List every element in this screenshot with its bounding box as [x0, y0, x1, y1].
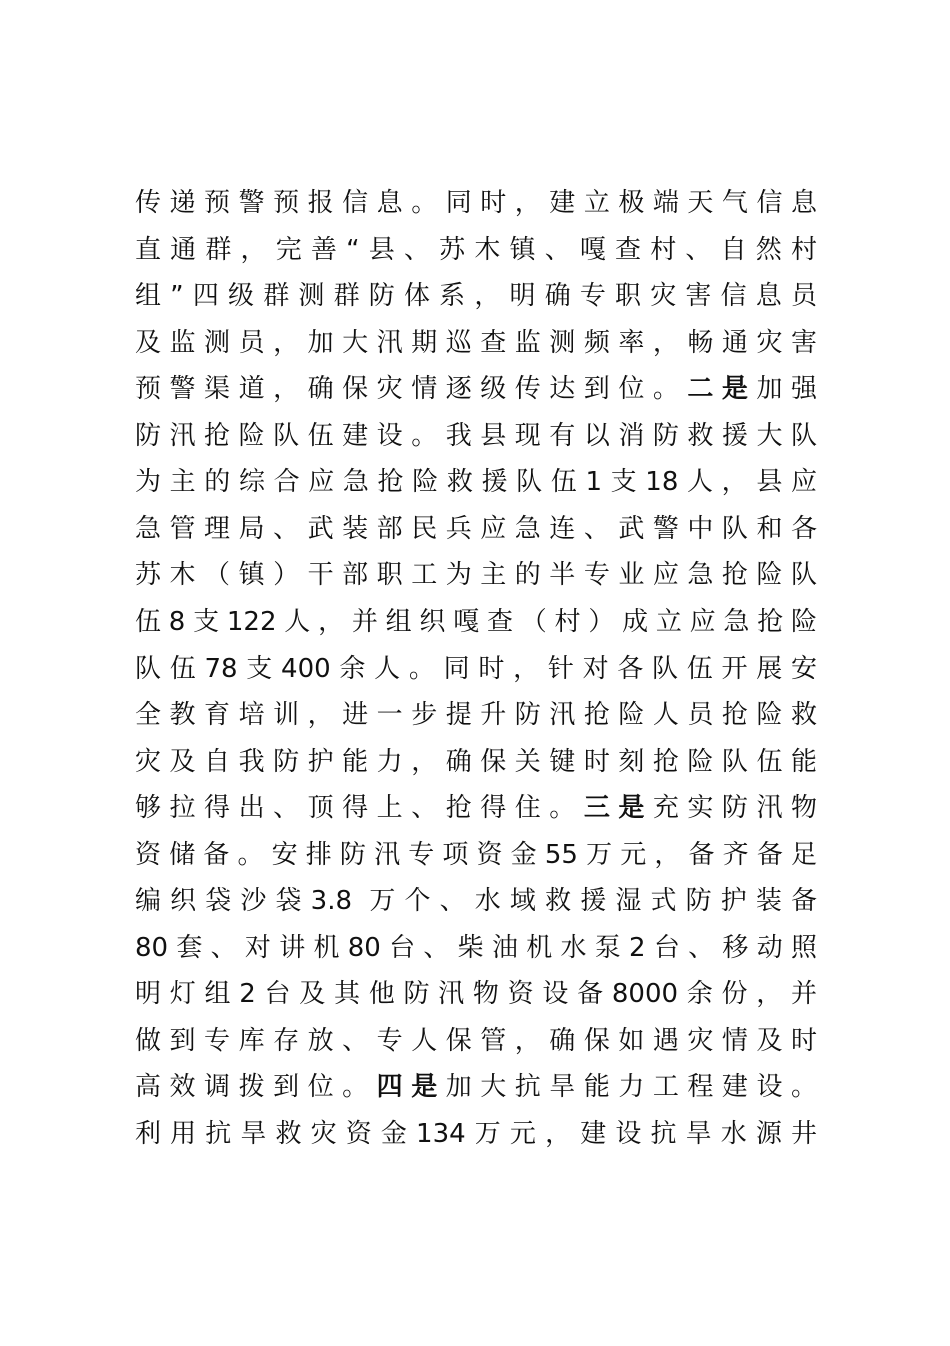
text-line — [135, 652, 817, 686]
text-line — [135, 931, 817, 965]
bold-keyword: 二是 — [687, 374, 757, 404]
text-segment: 直通群，完善“县、苏木镇、嘎查村、自然村 — [135, 235, 817, 265]
text-line — [135, 419, 817, 453]
text-line — [135, 1024, 817, 1058]
text-segment: 充实防汛物 — [652, 793, 817, 823]
text-segment: 高效调拨到位。 — [135, 1072, 377, 1102]
text-line — [135, 186, 817, 220]
text-segment: 队伍78支400余人。同时，针对各队伍开展安 — [135, 654, 817, 684]
text-segment: 利用抗旱救灾资金134万元，建设抗旱水源井 — [135, 1119, 817, 1149]
text-line — [135, 884, 817, 918]
text-segment: 为主的综合应急抢险救援队伍1支18人，县应 — [135, 467, 817, 497]
text-segment: 伍8支122人，并组织嘎查（村）成立应急抢险 — [135, 607, 817, 637]
text-segment: 全教育培训，进一步提升防汛抢险人员抢险救 — [135, 700, 817, 730]
text-segment: 预警渠道，确保灾情逐级传达到位。 — [135, 374, 688, 404]
text-line — [135, 698, 817, 732]
text-segment: 防汛抢险队伍建设。我县现有以消防救援大队 — [135, 421, 817, 451]
text-segment: 急管理局、武装部民兵应急连、武警中队和各 — [135, 514, 817, 544]
text-segment: 资储备。安排防汛专项资金55万元，备齐备足 — [135, 840, 817, 870]
text-segment: 明灯组2台及其他防汛物资设备8000余份，并 — [135, 979, 817, 1009]
text-line — [135, 1070, 817, 1104]
text-line — [135, 558, 817, 592]
text-line — [135, 791, 817, 825]
text-line — [135, 977, 817, 1011]
bold-keyword: 三是 — [583, 793, 653, 823]
text-segment: 及监测员，加大汛期巡查监测频率，畅通灾害 — [135, 328, 817, 358]
text-line — [135, 465, 817, 499]
text-segment: 80套、对讲机80台、柴油机水泵2台、移动照 — [135, 933, 817, 963]
text-line — [135, 838, 817, 872]
text-segment: 做到专库存放、专人保管，确保如遇灾情及时 — [135, 1026, 817, 1056]
text-line — [135, 1117, 817, 1151]
text-segment: 传递预警预报信息。同时，建立极端天气信息 — [135, 188, 817, 218]
text-segment: 编织袋沙袋3.8 万个、水域救援湿式防护装备 — [135, 886, 817, 916]
text-segment: 灾及自我防护能力，确保关键时刻抢险队伍能 — [135, 747, 817, 777]
text-segment: 组”四级群测群防体系，明确专职灾害信息员 — [135, 281, 817, 311]
text-line — [135, 605, 817, 639]
text-line — [135, 745, 817, 779]
text-line — [135, 326, 817, 360]
text-segment: 够拉得出、顶得上、抢得住。 — [135, 793, 584, 823]
text-line — [135, 279, 817, 313]
text-line — [135, 512, 817, 546]
text-segment: 苏木（镇）干部职工为主的半专业应急抢险队 — [135, 560, 817, 590]
text-line — [135, 233, 817, 267]
bold-keyword: 四是 — [376, 1072, 446, 1102]
text-segment: 加强 — [756, 374, 817, 404]
text-line — [135, 372, 817, 406]
text-segment: 加大抗旱能力工程建设。 — [445, 1072, 817, 1102]
